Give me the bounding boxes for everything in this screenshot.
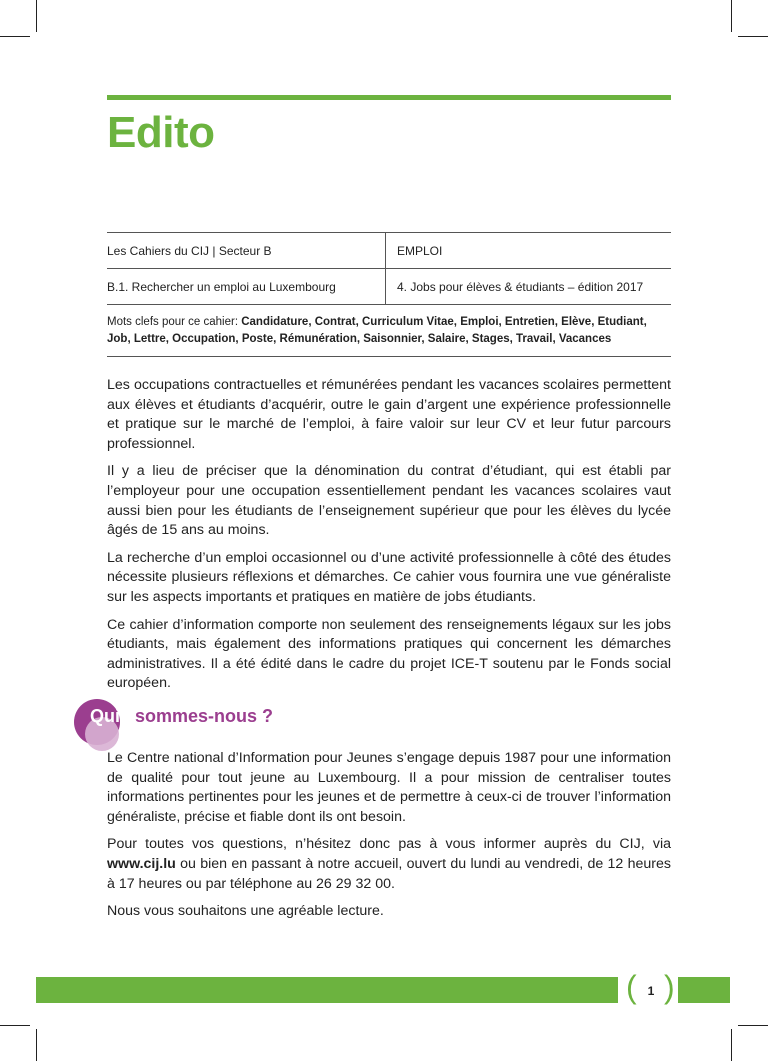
- paragraph: Ce cahier d’information comporte non seulement des renseignements légaux sur les jobs étudiants, mais également des informations pratiques qui concernent les démarches administratives. Il a été édité dans le cadre du projet ICE-T soutenu par le Fonds social européen.: [107, 616, 671, 692]
- paren-open-icon: (: [626, 969, 637, 1005]
- crop-mark-top-right-v: [731, 0, 732, 32]
- contact-text: Pour toutes vos questions, n’hésitez donc pas à vous informer auprès du CIJ, via: [107, 836, 671, 853]
- metadata-row: [107, 232, 671, 268]
- category-label: EMPLOI: [397, 243, 443, 258]
- crop-mark-bottom-right-v: [731, 1029, 732, 1061]
- paragraph: Nous vous souhaitons une agréable lecture.: [107, 903, 384, 920]
- section-heading: [74, 696, 334, 746]
- section-title-highlight: Qui: [90, 706, 120, 726]
- crop-mark-top-right-h: [738, 36, 768, 37]
- keywords-list: Candidature, Contrat, Curriculum Vitae, Emploi, Entretien, Elève, Etudiant, Job, Lettre, Occupation, Poste, Rémunération, Saisonnier, Salaire, Stages, Travail, Vacances: [107, 316, 647, 345]
- contact-text: ou bien en passant à notre accueil, ouvert du lundi au vendredi, de 12 heures à 17 heures ou par téléphone au 26 29 32 00.: [107, 855, 671, 892]
- paragraph: Il y a lieu de préciser que la dénomination du contrat d’étudiant, qui est établi par l’employeur pour une occupation essentiellement pendant les vacances scolaires vaut aussi bien pour les étudiants de l’enseignement supérieur que pour les élèves du lycée âgés de 15 ans au moins.: [107, 463, 671, 539]
- page-title: Edito: [107, 108, 215, 157]
- crop-mark-bottom-right-h: [738, 1025, 768, 1026]
- keywords-label: Mots clefs pour ce cahier:: [107, 316, 242, 328]
- paren-close-icon: ): [664, 969, 675, 1005]
- metadata-row: [107, 268, 671, 304]
- paragraph: La recherche d’un emploi occasionnel ou d’une activité professionnelle à côté des études nécessite plusieurs réflexions et démarches. Ce cahier vous fournira une vue généraliste sur les aspects importants et pratiques en matière de jobs étudiants.: [107, 549, 671, 605]
- keywords-block: [107, 304, 671, 357]
- metadata-table: [107, 232, 671, 357]
- edito-body: [107, 376, 671, 702]
- paragraph: Les occupations contractuelles et rémunérées pendant les vacances scolaires permettent aux élèves et étudiants d’acquérir, outre le gain d’argent une expérience professionnelle et pratique sur le marché de l’emploi, à faire valoir sur leur CV et leur futur parcours professionnel.: [107, 377, 671, 452]
- series-label: Les Cahiers du CIJ | Secteur B: [107, 233, 386, 268]
- crop-mark-top-left-h: [0, 36, 30, 37]
- about-body: [107, 749, 671, 930]
- edition-label: 4. Jobs pour élèves & étudiants – édition 2017: [397, 279, 644, 294]
- chapter-label: B.1. Rechercher un emploi au Luxembourg: [107, 269, 386, 304]
- paragraph: Le Centre national d’Information pour Jeunes s’engage depuis 1987 pour une information de qualité pour tout jeune au Luxembourg. Il a pour mission de centraliser toutes informations pertinentes pour les jeunes et de permettre à ceux-ci de trouver l’information généraliste, précise et fiable dont ils ont besoin.: [107, 750, 671, 825]
- paragraph: [107, 835, 671, 894]
- crop-mark-top-left-v: [36, 0, 37, 32]
- top-rule: [107, 95, 671, 100]
- crop-mark-bottom-left-v: [36, 1029, 37, 1061]
- section-title: sommes-nous ?: [135, 706, 274, 726]
- page-number: 1: [647, 984, 655, 998]
- website-link[interactable]: www.cij.lu: [107, 855, 176, 872]
- crop-mark-bottom-left-h: [0, 1025, 30, 1026]
